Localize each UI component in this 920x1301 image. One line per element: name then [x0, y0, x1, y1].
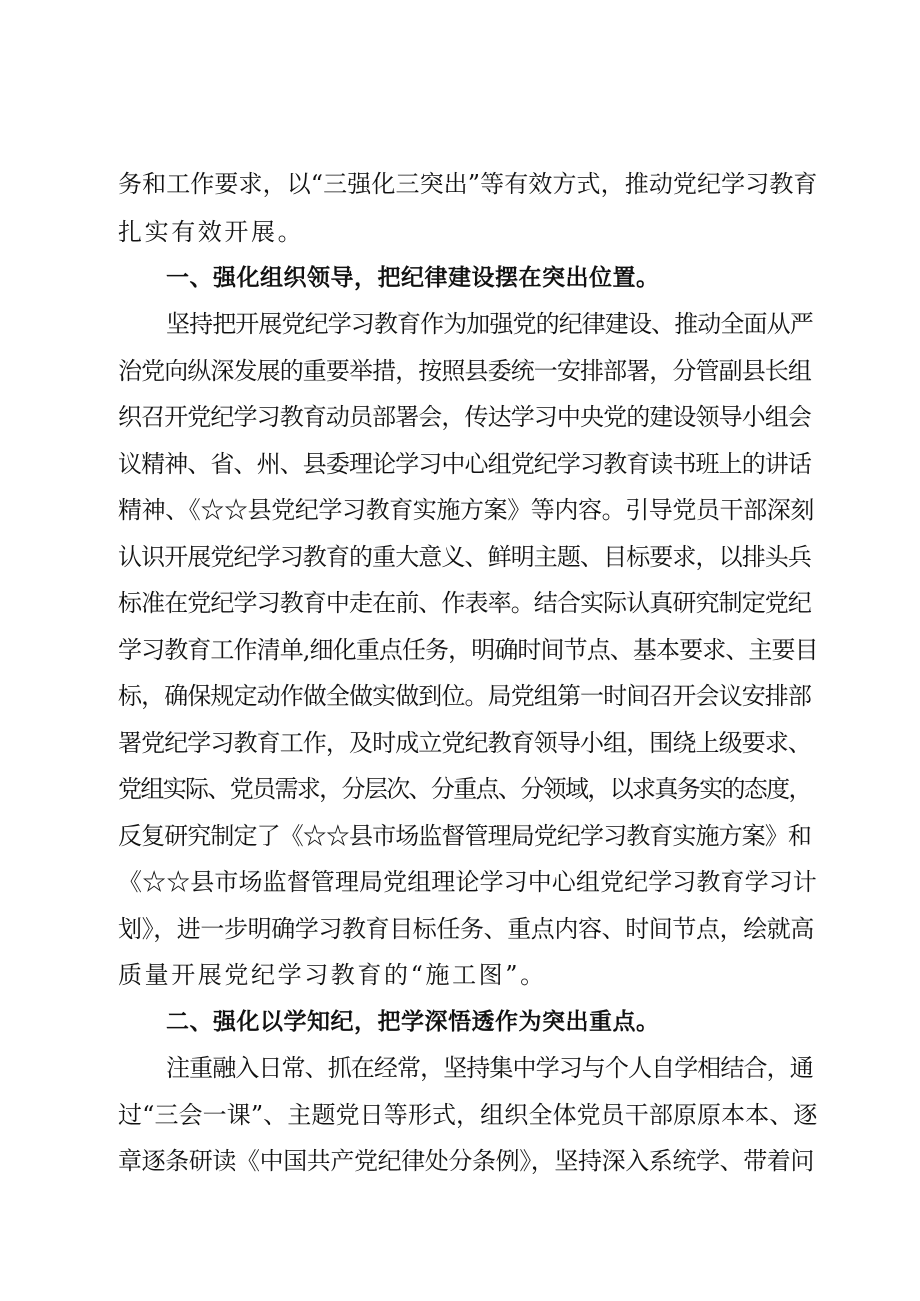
paragraph-line: 学习教育工作清单,细化重点任务，明确时间节点、基本要求、主要目 [118, 636, 818, 664]
paragraph-line: 标，确保规定动作做全做实做到位。局党组第一时间召开会议安排部 [118, 682, 811, 710]
paragraph-line: 质量开展党纪学习教育的“施工图”。 [118, 961, 547, 989]
paragraph-line: 反复研究制定了《☆☆县市场监督管理局党纪学习教育实施方案》和 [118, 822, 811, 850]
paragraph-line: 标准在党纪学习教育中走在前、作表率。结合实际认真研究制定党纪 [118, 589, 811, 617]
paragraph-line: 章逐条研读《中国共产党纪律处分条例》，坚持深入系统学、带着问 [118, 1147, 814, 1175]
paragraph-line: 治党向纵深发展的重要举措，按照县委统一安排部署，分管副县长组 [118, 357, 811, 385]
paragraph-line: 过“三会一课”、主题党日等形式，组织全体党员干部原原本本、逐 [118, 1101, 818, 1129]
paragraph-line: 划》，进一步明确学习教育目标任务、重点内容、时间节点，绘就高 [118, 915, 814, 943]
paragraph-line: 精神、《☆☆县党纪学习教育实施方案》等内容。引导党员干部深刻 [118, 496, 814, 524]
paragraph-line: 《☆☆县市场监督管理局党组理论学习中心组党纪学习教育学习计 [118, 868, 817, 896]
paragraph-line: 党组实际、党员需求，分层次、分重点、分领域，以求真务实的态度， [118, 775, 811, 803]
paragraph-line: 织召开党纪学习教育动员部署会，传达学习中央党的建设领导小组会 [118, 403, 811, 431]
section-heading-1: 一、强化组织领导，把纪律建设摆在突出位置。 [166, 265, 660, 291]
paragraph-line: 议精神、省、州、县委理论学习中心组党纪学习教育读书班上的讲话 [118, 450, 811, 478]
paragraph-line: 署党纪学习教育工作，及时成立党纪教育领导小组，围绕上级要求、 [118, 729, 811, 757]
paragraph-line: 注重融入日常、抓在经常，坚持集中学习与个人自学相结合，通 [166, 1054, 813, 1082]
paragraph-line: 坚持把开展党纪学习教育作为加强党的纪律建设、推动全面从严 [166, 310, 813, 338]
section-heading-2: 二、强化以学知纪，把学深悟透作为突出重点。 [166, 1009, 660, 1035]
paragraph-line: 认识开展党纪学习教育的重大意义、鲜明主题、目标要求，以排头兵 [118, 543, 811, 571]
paragraph-line: 扎实有效开展。 [118, 218, 305, 246]
paragraph-line: 务和工作要求，以“三强化三突出”等有效方式，推动党纪学习教育 [118, 170, 818, 198]
